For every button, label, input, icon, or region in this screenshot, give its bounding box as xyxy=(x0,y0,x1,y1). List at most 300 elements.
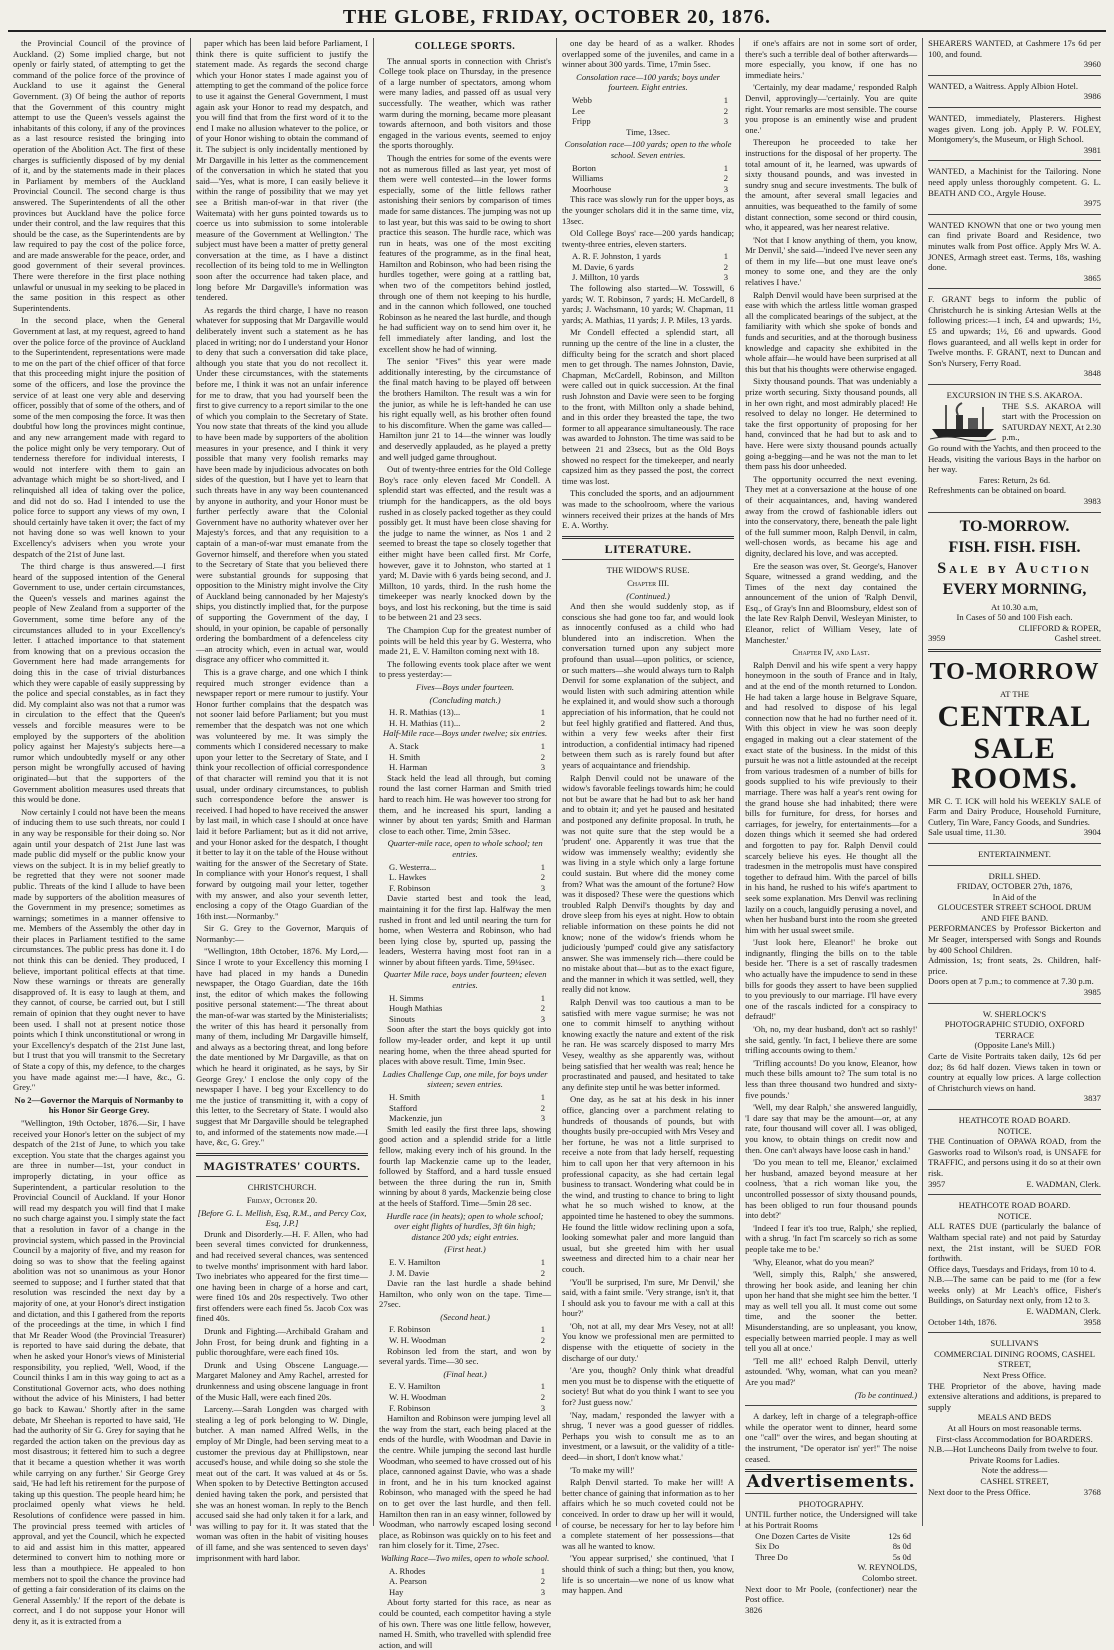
paragraph: The opportunity occurred the next evening. They met at a conversazione at the house of one of their acquaintances, and, having wandered away from the crowd of fashionable idlers out into the conservatory, there, beneath the pale light of the full summer moon, Ralph Denvil, in calm, well-chosen words, as became his age and dignity, declared his love, and was accepted. xyxy=(745,473,918,558)
result-cell: Hay xyxy=(389,1586,404,1597)
paragraph: And then she would suddenly stop, as if conscious she had gone too far, and would look as innocently confused as a child who had blundered into an indiscretion. When the conversation turned upon any subject more profound than usual—upon politics, or science, or such matters—she would always turn to Ralph Denvil for some explanation of the subject, and would listen with such admiring attention while he explained it, and would show such a thorough appreciation of his information, that he could not but feel highly gratified and flattered. And thus, within a very few weeks after their first introduction, a confidential intimacy had ripened between them such as is rarely found but after years of acquaintance and friendship. xyxy=(562,601,735,770)
result-row xyxy=(562,251,734,262)
heat-title: (Second heat.) xyxy=(440,1311,490,1322)
result-row xyxy=(379,752,551,763)
paragraph: 'You'll be surprised, I'm sure, Mr Denvil,' she said, with a faint smile. 'Very strange, isn't it, that I should ask you to favour me with a call at this hour?' xyxy=(562,1276,735,1319)
result-cell: W. H. Woodman xyxy=(389,1335,447,1346)
result-row xyxy=(562,173,734,184)
divider xyxy=(928,1003,1101,1004)
result-row xyxy=(379,1113,551,1124)
ent-shed: DRILL SHED. xyxy=(988,870,1041,881)
result-cell: H. R. Mathias (13)... xyxy=(389,707,461,718)
magistrates-subtitle: CHRISTCHURCH. xyxy=(247,1182,317,1193)
result-row xyxy=(379,1268,551,1279)
road-board-signature: E. WADMAN, Clerk. xyxy=(1026,1178,1101,1189)
dining-hours: At all Hours on most reasonable terms. xyxy=(947,1423,1082,1433)
result-cell: F. Robinson xyxy=(389,1324,431,1335)
ad-shearers: SHEARERS WANTED, at Cashmere 17s 6d per 100, and found. xyxy=(928,38,1101,59)
result-cell: 5s 0d xyxy=(892,1551,912,1562)
result-cell: 1 xyxy=(540,992,546,1003)
dining-nb: N.B.—Hot Luncheons Daily from twelve to four. xyxy=(928,1444,1098,1455)
ent-aid: In Aid of the xyxy=(992,891,1037,902)
ad-ref: 3985 xyxy=(1083,987,1101,998)
ad-ref: 3768 xyxy=(1083,1486,1101,1497)
road-board-body: ALL RATES DUE (particularly the balance of Waltham special rate) and not paid by Saturday next, the 21st instant, will be SUED FOR forthwith. xyxy=(928,1221,1101,1264)
ad-artesian-wells: F. GRANT begs to inform the public of Christchurch he is sinking Artesian Wells at the following prices:—1 inch, £4 and upwards; 1½, £5 and upwards; 1½, £6 and upwards. Good flows guaranteed, and all wells kept in order for Twelve months. F. GRANT, next to Duncan and Son's Nursery, Ferry Road. xyxy=(928,294,1101,368)
literature-title: LITERATURE. xyxy=(604,541,692,556)
paragraph: Though the entries for some of the events were not as numerous filled as last year, yet most of them were well contested—in the lower forms especially, some of the little fellows rather astonishing their seniors by comparison of times made for same distances. The jumping was not up to last year, but this was said to be owing to short practice this season. The hurdle race, which was run in heats, was one of the most exciting features of the programme, as in the final heat, Hamilton and Robinson, who had been rising the hurdles together, were going at a rattling bat, when two of the competitors behind jostled, through one of them not keeping to his hurdle, and in the cannon which followed, one touched Robinson as he neared the last hurdle, and though he had sufficient way on to send him over it, he fell immediately after landing, and lost the excellent show he had of winning. xyxy=(379,152,552,354)
result-row xyxy=(379,762,551,773)
result-cell: 12s 6d xyxy=(888,1530,912,1541)
result-cell: Williams xyxy=(572,173,604,184)
result-row xyxy=(379,872,551,883)
result-row xyxy=(379,1403,551,1414)
court-case: Drunk and Using Obscene Language.—Margaret Maloney and Amy Rachel, arrested for drunkenness and using obscene language in front of the Music Hall, were each fined 20s. xyxy=(196,1359,369,1402)
court-case: Larceny.—Sarah Longden was charged with stealing a leg of pork belonging to W. Dingle, butcher. A man named Alfred Wells, in the employ of Mr Dingle, had been serving meat to a customer the previous day at Phillipstown, near accused's house, and while doing so she stole the meat out of the cart. It was valued at 4s or 5s. When spoken to by Detective Bettington accused denied having taken the pork, and persisted that she was an honest woman. In reply to the Bench accused said she had only taken it for a lark, and was willing to pay for it. It was stated that the woman was often in the habit of visiting houses of ill fame, and she was sentenced to seven days' imprisonment with hard labor. xyxy=(196,1404,369,1563)
result-cell: 2 xyxy=(723,105,729,116)
results xyxy=(379,741,551,773)
paragraph: The third charge is thus answered.—I first heard of the supposed intention of the General Government to use, under certain circumstances, the Queen's vessels and marines against the people of New Zealand from a supporter of the Government, some time before any of the circumstances alluded to in your Excellency's letter. I attached importance to that statement from knowing that on a previous occasion the Government here had made arrangements for doing this in the case of trivial disturbances which they were capable of easily suppressing by the police and special constables, as in fact they did. My complaint also was not that a rumor was in circulation to the effect that the Queen's vessels and forcible measures were to be employed by the supporters of the abolition policy against her Majesty's subjects here—a rumor which undoubtedly myself or any other person might be wrongfully accused of having originated—but that the supporters of the Government abolition measures used threats that this would be done. xyxy=(13,561,186,805)
result-row xyxy=(379,862,551,873)
results xyxy=(562,163,734,195)
result-cell: 3 xyxy=(723,183,729,194)
paragraph: Now certainly I could not have been the means of inducing them to use such threats, nor could I in any way be responsible for their doing so. Nor again until your despatch of 21st June last was made public did myself or the public know your views on the subject. It is in my belief greatly to be regretted that they were not sooner made public. Threats of the kind I allude to have been made by supporters of the abolition measures of the Government in my presence; sometimes as warnings; sometimes in a manner offensive to me. Members of the Assembly the other day in their places in Parliament testified to the same circumstances. The public press has done it. I do not think this can be denied. They produced, I believe, important political effects at that time. Now these warnings or threats are generally disapproved of. It is easy to laugh at them, and they cannot, of course, be carried out, but I still remain of opinion that they ought never to have been used. I shall not at present notice those points which I think unconstitutional or wrong in your Excellency's despatch of the 21st June last, but I trust that you will transmit to the Secretary of State a copy of this, my defence, to the charges you have made against me:—I have, &c., G. Grey." xyxy=(13,806,186,1093)
result-row xyxy=(379,1576,551,1587)
heat-title: (Final heat.) xyxy=(443,1368,487,1379)
fish-seller: CLIFFORD & ROPER, xyxy=(1018,622,1101,633)
magistrates-date: Friday, October 20. xyxy=(246,1194,318,1205)
result-cell: 1 xyxy=(540,1324,546,1335)
paragraph: 'Are you, though? Only think what dreadful men you must be to dispense with the etiquette of society! But what do you think I want to see you for? Just guess now.' xyxy=(562,1365,735,1408)
ad-title: PHOTOGRAPHY. xyxy=(798,1498,864,1509)
paragraph: Ralph Denvil and his wife spent a very happy honeymoon in the south of France and in Italy, and at the end of the month returned to London. He had taken a large house in Belgrave Square, and had resolved to dispose of his legal connection now that he had no further need of it. With this object in view he was soon deeply engaged in making out a clear statement of the exact state of the business. In the midst of this pursuit he was not a little astounded at the receipt from various tradesmen of a number of bills for goods supplied to his wife previously to their marriage. There was half a year's rent owing for the grand house she had inhabited; there were bills for furniture, for dress, for horses and carriages, for jewelry, for entertainments—for a dozen things which it seemed she had ordered and forgotten to pay for. Ralph Denvil could scarcely believe his eyes. He thought all the tradesmen in the metropolis must have conspired together to defraud him. With the parcel of bills in his hand, he rushed to his wife's apartment to seek some explanation. Mrs Denvil was reclining lazily on a couch, languidly perusing a novel, and when her husband burst into the room she greeted him with her usual sweet smile. xyxy=(745,659,918,935)
paragraph: About forty started for this race, as near as could be counted, each competitor having a style of his own. There was one little fellow, however, named H. Smith, who travelled with splendid free action, and will xyxy=(379,1597,552,1650)
result-cell: 1 xyxy=(540,707,546,718)
paragraph: Mr Condell effected a splendid start, all running up the centre of the line in a cluster, the difficulty being for the scratch and short placed men to get through. The names Johnston, Davie, Chapman, McCardell, Robinson, and Millton were called out in quick succession. At the final rush Johnston and Davie were seen to be forging to the front, with Millton only a shade behind, and in this order they breasted the tape, the two former to all appearance simultaneously. The race was awarded to Johnston. The time was said to be between 21 and 23secs, but as the Old Boys showed no respect for the timekeeper, and nearly capsized him as they passed the post, the correct time was lost. xyxy=(562,327,735,486)
college-sports-title: COLLEGE SPORTS. xyxy=(414,41,516,52)
result-cell: G. Westerra... xyxy=(389,861,437,872)
result-row xyxy=(379,707,551,718)
dining-name: SULLIVAN'S xyxy=(990,1338,1039,1349)
csr-central: CENTRAL xyxy=(937,699,1092,733)
ad-ref: 3848 xyxy=(1083,368,1101,379)
ad-ref: 3960 xyxy=(1083,59,1101,70)
photography-ad xyxy=(745,1499,917,1616)
race-title: Fives—Boys under fourteen. xyxy=(415,682,515,693)
divider xyxy=(562,536,734,539)
excursion-ad xyxy=(928,401,1101,443)
paragraph: One day, as he sat at his desk in his inner office, glancing over a parchment relating to hundreds of thousands of pounds, but with thoughts busily pre-occupied with Mrs Vesey and her fortune, he was not a little surprised to receive a note from that lady herself, requesting him to call upon her that very afternoon in his professional capacity, as she had certain legal business to transact. Wondering what could be in the wind, and trusting to chance to bring to light what he so much wished to know, at the appointed time he hastened to obey the summons. He found the little widow reclining upon a sofa, looking somewhat paler and more languid than usual, but she greeted him with her usual sweetness and directed him to a chair near her couch. xyxy=(562,1094,735,1274)
dining-location: Next door to the Press Office. xyxy=(928,1486,1031,1497)
paragraph: The following events took place after we went to press yesterday:— xyxy=(379,658,552,680)
result-cell: F. Robinson xyxy=(389,882,431,893)
paragraph: 'Do you mean to tell me, Eleanor,' exclaimed her husband, amazed beyond measure at her coolness, 'that a rich woman like you, the uncontrolled possessor of sixty thousand pounds, has been obliged to run four thousand pounds into debt?' xyxy=(745,1157,918,1221)
paragraph: one day be heard of as a walker. Rhodes overlapped some of the juveniles, and came in a winner about 300 yards. Time, 17min 5sec. xyxy=(562,38,735,70)
column-5 xyxy=(740,38,923,1615)
race-title: Half-Mile race—Boys under twelve; six entries. xyxy=(382,728,548,739)
result-cell: 2 xyxy=(540,872,546,883)
paragraph: Out of twenty-three entries for the Old College Boy's race only eleven faced Mr Condell. A splendid start was effected, and the result was a triumph for the handicappers, as the old boys rushed in as closely packed together as they could possibly get. It must have been close shaving for the judge to name the winner, as Nos 1 and 2 seemed to breast the tape so closely together that either might have been called first. Mr Corfe, however, gave it to Johnston, who started at 1 yard; M. Davie with 6 yards being second, and J. Millton, 10 yards, third. In the rush home the timekeeper was nearly knocked down by the boys, and lost his reckoning, but the time is said to be between 21 and 23 secs. xyxy=(379,464,552,623)
dining-accommodation: First-class Accommodation for BOARDERS. xyxy=(936,1433,1093,1444)
road-board-office: Office days, Tuesdays and Fridays, from 10 to 4. xyxy=(928,1263,1096,1274)
result-cell: L. Hawkes xyxy=(389,872,427,883)
paragraph: 'Well, my dear Ralph,' she answered languidly, 'I dare say that may be the amount—or, at any rate, four thousand will cover all. I was obliged, you know, to obtain things on credit now and then. One can't always have loose cash in hand.' xyxy=(745,1102,918,1155)
heat-title: (First heat.) xyxy=(444,1244,486,1255)
result-row xyxy=(379,1257,551,1268)
excursion-body-2: Go round with the Yachts, and then proceed to the Heads, visiting the various Bays in the harbor on her way. xyxy=(928,443,1101,475)
result-row xyxy=(562,184,734,195)
paragraph: Ralph Denvil was too cautious a man to be satisfied with mere vague surmise; he was not one to commit himself to anything without knowing exactly the nature and extent of the risk he ran. He was scarcely disposed to marry Mrs Vesey, wealthy as she apparently was, without being satisfied that her wealth was real; hence he procrastinated and paused, and hesitated to take any definite step until he was better informed. xyxy=(562,997,735,1092)
ent-school: GLOUCESTER STREET SCHOOL DRUM AND FIFE BAND. xyxy=(937,902,1092,923)
csr-time: Sale usual time, 11.30. xyxy=(928,827,1007,838)
court-case: Drunk and Disorderly.—H. F. Allen, who had been several times convicted for drunkenness, and had received several chances, was sentenced to twelve months' imprisonment with hard labor. Two inebriates who appeared for the first time—one having been in charge of a horse and cart, were fined 10s and 20s respectively. Two other first offenders were each fined 5s. Jacob Cox was fined 40s. xyxy=(196,1228,369,1324)
result-cell: Stafford xyxy=(389,1102,418,1113)
result-cell: 2 xyxy=(540,1392,546,1403)
race-title: Consolation race—100 yards; boys under fourteen. Eight entries. xyxy=(576,71,720,93)
result-cell: 1 xyxy=(723,251,729,262)
result-cell: 2 xyxy=(540,1003,546,1014)
steamship-icon xyxy=(928,401,998,441)
paragraph: Smith led easily the first three laps, showing good action and a splendid stride for a little fellow, making every inch of his ground. In the fourth lap Mackenzie came up to the leader, followed by Stafford, and a hard tussle ensued between the three during the run in, Smith winning by about 8 yards, Mackenzie being close at the heels of Stafford. Time—5min 28 sec. xyxy=(379,1123,552,1208)
result-cell: Hough Mathias xyxy=(389,1003,443,1014)
race-title: Consolation race—100 yards; open to the whole school. Seven entries. xyxy=(564,139,732,160)
excursion-body: THE S.S. AKAROA will start with the Procession on SATURDAY NEXT, At 2.30 p.m., xyxy=(1002,400,1101,443)
road-board-footer xyxy=(928,1317,1101,1328)
result-cell: 1 xyxy=(723,94,729,105)
paragraph: In the second place, when the General Government at last, at my request, agreed to hand over the police force of the province of Auckland to the Superintendent, representations were made to me on the part of the chief officer of that force that this proceeding might injure the position of some of the officers, and lose the province the service of at least one very able and deserving officer, possibly that of some of the others, and of some of the men composing the force. It was then doubtful how long the provinces might continue, and any new arrangement made with regard to the police might only be very temporary. Out of tenderness therefore for individual interests, I would not interfere with them to gain an advantage which might be so short-lived, and I relinquished all idea of taking over the police, and did not do so. Had I intended to use the police force to support any views of my own, I should certainly have taken it over; the fact of my not having done so was well known to your Excellency's advisers when you wrote your despatch of the 21st of June last. xyxy=(13,315,186,559)
result-cell: 1 xyxy=(540,1381,546,1392)
result-cell: 2 xyxy=(723,261,729,272)
csr-rooms: SALE ROOMS. xyxy=(951,731,1078,795)
race-title: Quarter Mile race, boys under fourteen; eleven entries. xyxy=(383,969,547,991)
result-cell: H. H. Mathias (11)... xyxy=(389,717,461,728)
ad-location: Next door to Mr Poole, (confectioner) near the Post office. xyxy=(745,1583,918,1605)
results xyxy=(379,993,551,1025)
paragraph: 'Indeed I fear it's too true, Ralph,' she replied, with a shrug. 'In fact I'm scarcely so rich as some people take me to be.' xyxy=(745,1222,918,1254)
divider xyxy=(745,1405,917,1406)
result-cell: A. Rhodes xyxy=(389,1565,426,1576)
road-board-nb: N.B.—The same can be paid to me (for a few weeks only) at Mr Leach's office, Fisher's Buildings, on Saturday next only, from 12 to 3. xyxy=(928,1274,1101,1306)
result-row xyxy=(745,1552,917,1563)
ad-waitress: WANTED, a Waitress. Apply Albion Hotel. xyxy=(928,80,1079,91)
road-board-signature: E. WADMAN, Clerk. xyxy=(1026,1306,1101,1317)
result-cell: 2 xyxy=(540,1267,546,1278)
paragraph: Davie ran the last hurdle a shade behind Hamilton, who only won on the tape. Time—27sec. xyxy=(379,1278,552,1310)
ad-ref: 3865 xyxy=(1083,272,1101,283)
magistrates-title: MAGISTRATES' COURTS. xyxy=(203,1158,361,1173)
photo-studio-body: Carte de Visite Portraits taken daily, 12s 6d per doz; 8s 6d half dozen. Views taken in town or country at equally low prices. A large collection of Christchurch views on hand. xyxy=(928,1051,1101,1093)
race-title: Walking Race—Two miles, open to whole school. xyxy=(380,1552,550,1563)
ad-ref: 3959 xyxy=(928,633,946,644)
paragraph: 'Nay, madam,' responded the lawyer with a shrug, 'I never was a good guesser of riddles. Perhaps you wish to consult me as to an investment, or a lawsuit, or the validity of a title-deed—in short, I don't know what.' xyxy=(562,1409,735,1462)
result-cell: 2 xyxy=(540,1335,546,1346)
ad-board-residence: WANTED KNOWN that one or two young men can find private Board and Residence, two minutes walk from Post office. Apply Mrs W. A. JONES, Armagh street east. Terms, 18s, washing done. xyxy=(928,219,1101,273)
result-cell: E. V. Hamilton xyxy=(389,1381,441,1392)
result-row xyxy=(745,1541,917,1552)
fish-every: EVERY MORNING, xyxy=(942,580,1087,598)
divider xyxy=(928,288,1101,289)
race-time: Time, 13sec. xyxy=(626,126,670,137)
result-row xyxy=(379,1003,551,1014)
column-1 xyxy=(8,38,191,1626)
result-cell: 3 xyxy=(540,762,546,773)
csr-body: MR C. T. ICK will hold his WEEKLY SALE of Farm and Dairy Produce, Household Furniture, Cutlery, Tin Ware, Fancy Goods, and Sundries. xyxy=(928,795,1101,827)
paragraph: 'Well, simply this, Ralph,' she answered, throwing her book aside, and leaning her chin upon her hand that she might see him the better. 'I may as well tell you all. It must come out some time, and the sooner the better. Misunderstanding, are so unpleasant, you know, especially between married people. I may as well tell you all at once.' xyxy=(745,1269,918,1354)
race-title: Ladies Challenge Cup, one mile, for boys under sixteen; seven entries. xyxy=(382,1068,548,1090)
excursion-title: EXCURSION IN THE S.S. AKAROA. xyxy=(946,390,1083,401)
csr-footer xyxy=(928,827,1101,838)
divider xyxy=(928,1332,1101,1333)
result-cell: 1 xyxy=(540,741,546,751)
chapter-title: Chapter IV, and Last. xyxy=(792,647,870,658)
result-cell: 2 xyxy=(540,717,546,728)
paragraph: Thereupon he proceeded to take her instructions for the disposal of her property. The total amount of it, he learned, was upwards of sixty thousand pounds, and was invested in sundry snug and secure investments. The bulk of the amount, after several small legacies and annuities, was bequeathed to the family of some distant connection, some second or third cousin, who, it appeared, was her nearest relative. xyxy=(745,137,918,233)
result-cell: 3 xyxy=(540,1402,546,1413)
result-cell: H. Smith xyxy=(389,751,421,762)
paragraph: 'Not that I know anything of them, you know, Mr Denvil,' she said—'indeed I've never seen any of them in my life—but one must leave one's money to some one, and they are the only relatives I have.' xyxy=(745,234,918,288)
story-title: THE WIDOW'S RUSE. xyxy=(606,565,690,576)
result-row xyxy=(379,1014,551,1025)
ent-doors: Doors open at 7 p.m.; to commence at 7.30 p.m. xyxy=(928,976,1094,987)
result-row xyxy=(379,1092,551,1103)
result-cell: A. Stack xyxy=(389,741,419,751)
road-board-notice: NOTICE. xyxy=(997,1125,1032,1136)
result-row xyxy=(562,106,734,117)
paragraph: The Champion Cup for the greatest number of points will be held this year by G. Westerra, who made 21, E. V. Hamilton coming next with 18. xyxy=(379,625,552,657)
chapter-title: Chapter III. xyxy=(627,577,670,588)
result-row xyxy=(562,116,734,127)
result-cell: 1 xyxy=(540,1256,546,1267)
paragraph: Stack held the lead all through, but coming round the last corner Harman and Smith tried hard to reach him. He was however too strong for them, and he increased his spurt, landing a winner by about ten yards; Smith and Harman close to each other. Time, 2min 53sec. xyxy=(379,772,552,836)
column-4 xyxy=(557,38,740,1596)
results xyxy=(379,707,551,728)
ad-machinist: WANTED, a Machinist for the Tailoring. None need apply unless thoroughly competent. G. L. BEATH AND CO., Argyle House. xyxy=(928,166,1101,198)
result-row xyxy=(379,883,551,894)
result-row xyxy=(379,1587,551,1598)
dining-note: Note the address— xyxy=(981,1465,1048,1476)
paragraph: This is a grave charge, and one which I think required much stronger evidence than a newspaper report or mere rumour to justify. Your Honor further complains that the despatch was not sooner laid before Parliament; but you must remember that the despatch was not one which was volunteered by me. It was simply the comments which I considered necessary to make upon your letter to the Secretary of State, and I think your recollection of official correspondence of that character will remind you that it is not usual, under ordinary circumstances, to publish such correspondence before the answer is received. I had hoped to have received the answer by last mail, in which case I should at once have laid it before Parliament; but as it did not arrive, and your Honor asked for the despatch, I thought it better to lay it on the table of the House without waiting for the answer of the Secretary of State. In compliance with your Honor's request, I shall forward by outgoing mail your letter, together with my answer, and also your seventh letter, enclosing a copy of the Otago Guardian of the 16th inst.—Normanby." xyxy=(196,667,369,921)
result-cell: 2 xyxy=(540,751,546,762)
result-cell: J. Millton, 10 yards xyxy=(572,272,640,283)
result-cell: A. Pearson xyxy=(389,1576,427,1587)
result-cell: M. Davie, 6 yards xyxy=(572,261,634,272)
ad-ref: 3904 xyxy=(1083,827,1101,838)
dining-private: Private Rooms for Ladies. xyxy=(969,1454,1060,1465)
road-board-title: HEATHCOTE ROAD BOARD. xyxy=(958,1200,1071,1211)
fish-footer xyxy=(928,633,1101,644)
result-row xyxy=(379,1324,551,1335)
paragraph: Ralph Denvil started. To make her will! A better chance of gaining that information as to her affairs which he so much coveted could not be conceived. In order to draw up her will it would, of course, be necessary for her to lay before him a complete statement of her possessions—that was all he wanted to know. xyxy=(562,1477,735,1551)
photo-studio-title: PHOTOGRAPHIC STUDIO, OXFORD TERRACE xyxy=(944,1019,1085,1040)
result-cell: 2 xyxy=(540,1102,546,1113)
race-title: Quarter-mile race, open to whole school; ten entries. xyxy=(387,838,543,859)
divider xyxy=(928,1109,1101,1110)
result-cell: Borton xyxy=(572,162,596,173)
dining-body: THE Proprietor of the above, having made extensive alterations and additions, is prepared to supply xyxy=(928,1380,1101,1412)
fish-time: At 10.30 a.m, xyxy=(991,601,1039,612)
result-cell: One Dozen Cartes de Visite xyxy=(755,1530,851,1541)
paragraph: if one's affairs are not in some sort of order, there's such a terrible deal of bother afterwards—more especially, you know, if one has no immediate heirs.' xyxy=(745,38,918,80)
divider xyxy=(928,160,1101,161)
ad-ref: 3975 xyxy=(1083,198,1101,209)
result-row xyxy=(379,1381,551,1392)
result-cell: Three Do xyxy=(755,1551,788,1562)
paragraph: "Wellington, 19th October, 1876.—Sir, I have received your Honor's letter on the subject of my despatch of the 21st of June, to which you take exception. You state that the charges against you are three in number—1st, your conduct in improperly dictating, in your office as Superintendent, a particular resolution to the Provincial Council of Auckland. If your Honor will read my despatch you will find that I make no such charge against you. I simply state the fact that a resolution in favor of a change in the provincial system, which passed in the Provincial Council by a majority of five, and my reason for doing so was to show that the feeling against abolition was not so unanimous as your Honor seemed to suppose; and I further stated that that resolution was rescinded the next day by a majority of one, at your Honor's direct instigation and dictation, and this I gathered from the reports of the proceedings at the time, in which I find that Mr Reader Wood (the Provincial Treasurer) is reported to have said during the debate, that when he asked your Honor's views of Ministerial responsibility, you replied, 'Well, Wood, if the Council thinks I am in this way going to act as a Constitutional Governor acts, who does nothing without the advice of his Ministers, I had better go back to Kawau.' Shortly after in the same debate, Mr Sheehan is reported to have said, 'He had the authority of Sir G. Grey for saying that he regarded the action taken on the previous day as most disastrous; it fettered him to such a degree that it became a question whether it was worth while carrying on any further.' Sir George Grey said, 'He had left his retirement for the purpose of taking up this question. The people heard him; he proclaimed openly what views he held. Resolutions of confidence were passed in him. The provincial press teemed with articles of approval, and yet the Council, which he expected to aid and assist him in this matter, appeared determined to convert him to nothing more or less than a mouthpiece. He appealed to hon members not to spoil the chance the province had of getting a fair consideration of its claims on the General Assembly.' If the report of the debate is correct, and I do not suppose your Honor will deny it, as it is extracted from a xyxy=(13,1117,186,1626)
result-cell: A. R. F. Johnston, 1 yards xyxy=(572,251,661,262)
result-row xyxy=(562,262,734,273)
paragraph: 'Oh, no, my dear husband, don't act so rashly!' she said, gently. 'In fact, I believe there are some trifling accounts owing to them.' xyxy=(745,1024,918,1056)
road-board-date: October 14th, 1876. xyxy=(928,1316,997,1327)
result-cell: F. Robinson xyxy=(389,1402,431,1413)
fish-sale: Sale by Auction xyxy=(937,559,1092,577)
paragraph: This concluded the sports, and an adjournment was made to the schoolroom, where the various winners received their prizes at the hands of Mrs E. A. Worthy. xyxy=(562,488,735,531)
csr-tomorrow: TO-MORROW xyxy=(929,658,1100,685)
result-cell: 3 xyxy=(540,882,546,893)
divider xyxy=(928,214,1101,215)
road-board-body: THE Continuation of OPAWA ROAD, from the Gasworks road to Wilson's road, is UNSAFE for TRAFFIC, and persons using it do so at their own risk. xyxy=(928,1136,1101,1178)
fish-tomorrow: TO-MORROW. xyxy=(959,517,1070,535)
results xyxy=(562,251,734,283)
result-cell: E. V. Hamilton xyxy=(389,1256,441,1267)
result-cell: Mackenzie, jun xyxy=(389,1113,443,1124)
paragraph: Hamilton and Robinson were jumping level all the way from the start, each being placed at the ends of the hurdle, with Woodman and Davie in the centre. While jumping the second last hurdle Woodman, who seemed to have crossed out of his place, cannoned against Davie, who was a shade in front, and he in his turn knocked against Robinson, who managed with the speed he had on to get over the last hurdle, and then fell. Hamilton then ran in an easy winner, followed by Woodman, who narrowly escaped losing second place, as Robinson was quickly on to his feet and ran him closely for it. Time, 27sec. xyxy=(379,1413,552,1551)
paragraph: Ralph Denvil could not be unaware of the widow's favorable feelings towards him; he could not but be aware that he had but to ask her hand and to obtain it; and yet he paused and hesitated and postponed any definite proposal. In truth, he was not quite sure that the step would be a 'prudent' one. Apparently it was true that the widow was immensely wealthy; evidently she was living in a style which only a large fortune could sustain. But where did the money come from? What was the amount of the fortune? How was it disposed? These were the questions which troubled Ralph Denvil's thoughts by day and drove sleep from his eyes at night. How to obtain reliable information on these points he did not know; none of the widow's friends whom he judiciously 'pumped' could give any satisfactory answer. She was immensely rich—there could be no mistake about that—but as to the exact figure, and the manner in which it was settled, well, they really did not know. xyxy=(562,772,735,995)
paragraph: 'Tell me all!' echoed Ralph Denvil, utterly astounded. 'Why, woman, what can you mean? Are you mad?' xyxy=(745,1355,918,1388)
paragraph: Ralph Denvil would have been surprised at the ease with which the artless little woman grasped all the complicated bearings of the subject, at the familiarity with which she spoke of bonds and funds and securities, and at the thorough business knowledge and capacity she exhibited in the whole affair—he would have been surprised at all this but that his thoughts were otherwise engaged. xyxy=(745,289,918,374)
results xyxy=(562,95,734,127)
ent-date: FRIDAY, OCTOBER 27th, 1876, xyxy=(956,881,1073,892)
paragraph: paper which has been laid before Parliament, I think there is quite sufficient to justify the statement made. As regards the second charge which your Honor states I made against you of attempting to get the command of the police force to use it against the General Government, I must again ask your Honor to read my despatch, and you will find that from the first word of it to the end I make no allusion whatever to the police, or of your Honor wishing to obtain the command of it. The subject is only incidentally mentioned by Mr Dargaville in his letter as the commencement of the conversation in which he stated that you said—'Yes, what is more, I can easily believe it within the range of possibility that we may yet see a British man-of-war in that river (the Waitemata) with her guns pointed towards us to coerce us into submission to some intolerable measure of the Government at Wellington.' The subject must have been a matter of pretty general conversation at the time, as I have a distinct recollection of its being told to me in Wellington soon after the occurrence had taken place, and long before Mr Dargaville's information was tendered. xyxy=(196,38,369,303)
result-cell: 3 xyxy=(723,272,729,283)
divider xyxy=(928,75,1101,76)
columns xyxy=(8,38,1106,1650)
result-cell: Fripp xyxy=(572,116,591,127)
result-cell: W. H. Woodman xyxy=(389,1392,447,1403)
divider xyxy=(928,1194,1101,1195)
paragraph: Old College Boys' race—200 yards handicap; twenty-three entries, eleven starters. xyxy=(562,228,735,249)
result-cell: 3 xyxy=(723,116,729,127)
result-cell: Lee xyxy=(572,105,585,116)
divider xyxy=(562,559,734,560)
divider xyxy=(928,843,1101,844)
divider xyxy=(928,107,1101,108)
result-cell: 3 xyxy=(540,1586,546,1597)
result-cell: 1 xyxy=(723,162,729,173)
divider xyxy=(928,512,1101,513)
column-2 xyxy=(191,38,374,1563)
result-cell: Sinouts xyxy=(389,1013,415,1024)
column-3 xyxy=(374,38,557,1650)
result-row xyxy=(379,1392,551,1403)
fish-address: Cashel street. xyxy=(1054,633,1101,644)
divider xyxy=(196,1176,368,1177)
result-cell: 3 xyxy=(540,1113,546,1124)
result-cell: Moorhouse xyxy=(572,183,612,194)
ad-ref: 3837 xyxy=(1083,1093,1101,1104)
results xyxy=(379,1092,551,1124)
results xyxy=(379,1257,551,1278)
paragraph: The annual sports in connection with Christ's College took place on Thursday, in the presence of a large number of spectators, among whom were many ladies, and passed off as usual very successfully. The weather, which was rather warm during the morning, became more pleasant towards afternoon, and both visitors and those engaged in the various events, seemed to enjoy the sports thoroughly. xyxy=(379,55,552,151)
paragraph: 'Trifling accounts! Do you know, Eleanor, how much these bills amount to? The sum total is no less than three thousand two hundred and sixty-five pounds.' xyxy=(745,1057,918,1100)
result-row xyxy=(379,741,551,752)
ad-ref: 3957 xyxy=(928,1178,946,1189)
ad-ref: 3826 xyxy=(745,1604,763,1615)
paragraph: Sixty thousand pounds. That was undeniably a prize worth securing. Sixty thousand pounds, all in her own right, and most admirably placed! He resolved to delay no longer. He determined to take the first opportunity of proposing for her hand, convinced that he had but to ask and to have. Here were sixty thousand pounds actually going a-begging—and he was not the man to let them pass his door unheeded. xyxy=(745,376,918,472)
paragraph: 'Just look here, Eleanor!' he broke out indignantly, flinging the bills on to the table beside her. 'There is a set of rascally tradesmen who actually have the impudence to send in these bills for goods they assert to have been supplied to you previously to our marriage. I'll have every one of the rascals indicted for a conspiracy to defraud!' xyxy=(745,937,918,1022)
results xyxy=(379,1324,551,1345)
paragraph: The senior "Fives" this year were made additionally interesting, by the circumstance of the final match having to be played off between the brothers Hamilton. The result was a win for the junior, as while he is left-handed he can use his right equally well, as his brother often found to his discomfiture. When the game was called—Hamilton junr 21 to 14—the winner was loudly and deservedly applauded, as he played a pretty and well judged game throughout. xyxy=(379,356,552,462)
fish-cases: In Cases of 50 and 100 Fish each. xyxy=(956,612,1073,623)
result-row xyxy=(379,718,551,729)
divider xyxy=(745,1493,917,1494)
to-be-continued: (To be continued.) xyxy=(854,1389,918,1400)
result-row xyxy=(379,1566,551,1577)
ad-ref: 3983 xyxy=(1083,495,1101,506)
race-title: Hurdle race (in heats); open to whole school; over eight flights of hurdles, 3ft 6in high; distance 200 yds; eight entries. xyxy=(386,1210,544,1242)
result-row xyxy=(562,95,734,106)
result-row xyxy=(379,1335,551,1346)
ent-admission: Admission, 1s; front seats, 2s. Children, half-price. xyxy=(928,955,1101,976)
letter-heading: Sir G. Grey to the Governor, Marquis of Normanby:— xyxy=(196,923,369,944)
result-cell: 2 xyxy=(723,173,729,184)
paragraph: Ere the season was over, St. George's, Hanover Square, witnessed a grand wedding, and the Times of the next day contained the announcement of the union of 'Ralph Denvil, Esq., of Gray's Inn and Bloomsbury, eldest son of the late Rev Ralph Denvil, Wesleyan Minister, to Eleanor, relict of William Vesey, late of Manchester.' xyxy=(745,560,918,645)
result-cell: H. Harman xyxy=(389,762,428,773)
paragraph: Soon after the start the boys quickly got into follow my-leader order, and kept it up until nearing home, when the three ahead spurted for places with above result. Time, 1min 9sec. xyxy=(379,1024,552,1067)
result-cell: 1 xyxy=(540,1565,546,1576)
paragraph: The following also started—W. Tosswill, 6 yards; W. T. Robinson, 7 yards; H. McCardell, 8 yards; J. Wachsmann, 10 yards; W. Chapman, 11 yards; A. Mathias, 11 yards; J. P. Miles, 13 yards. xyxy=(562,283,735,325)
paragraph: Davie started best and took the lead, maintaining it for the first lap. Halfway the men rushed in front and led until nearing the turn for home, when Westerra and Robinson, who had been lying close by, spurted up, passing the leaders, Westerra having most foot ran in a winner by about fifteen yards. Time, 59¼sec. xyxy=(379,893,552,967)
result-cell: J. M. Davie xyxy=(389,1267,430,1278)
result-cell: H. Simms xyxy=(389,992,424,1003)
road-board-footer xyxy=(928,1179,1101,1190)
result-cell: Webb xyxy=(572,94,592,105)
results xyxy=(379,862,551,894)
column-6 xyxy=(923,38,1106,1526)
paragraph: A darkey, left in charge of a telegraph-office while the operator went to dinner, heard some one "call" over the wires, and began shouting at the instrument, "De operator isn' yer!" The noise ceased. xyxy=(745,1411,918,1464)
photo-studio-location: (Opposite Lane's Mill.) xyxy=(974,1040,1055,1051)
road-board-title: HEATHCOTE ROAD BOARD. xyxy=(958,1114,1071,1125)
fish-title: FISH. FISH. FISH. xyxy=(948,538,1081,556)
road-board-notice: NOTICE. xyxy=(997,1210,1032,1221)
result-row xyxy=(562,272,734,283)
divider xyxy=(928,865,1101,866)
continued-note: (Continued.) xyxy=(626,590,670,601)
dining-address: CASHEL STREET, xyxy=(980,1475,1049,1486)
advertisements-title: Advertisements. xyxy=(746,1472,916,1493)
paragraph: the Provincial Council of the province of Auckland. (2) Some implied charge, but not openly or fairly stated, of attempting to get the command of the police force of the province of Auckland to use it against the General Government. (3) Of being the author of reports that the Government of this country might attempt to use the Queen's vessels against the inhabitants of this colony, if any of the provinces as a last resource resisted the bringing into operation of the Abolition Act. The first of these charges is sufficiently disposed of by my denial of it, and by the statements made in their places in Parliament by members of the Auckland Provincial Council. The second charge is thus answered. The Superintendents of all the other provinces but Auckland have the police force under their control, and the law requires that this should be the case, as the Superintendents are by law required to pay the cost of the police force, and are made answerable for the peace, order, and good government of their several provinces. There were therefore in the first place nothing unlawful or unusual in my seeking to be placed in the same position in this respect as other Superintendents. xyxy=(13,38,186,313)
result-cell: 2 xyxy=(540,1576,546,1587)
dining-title: COMMERCIAL DINING ROOMS, CASHEL STREET, xyxy=(933,1348,1096,1370)
ad-ref: 3958 xyxy=(1083,1316,1101,1327)
ad-address: Colombo street. xyxy=(862,1572,918,1583)
result-row xyxy=(379,1103,551,1114)
ad-ref: 3981 xyxy=(1083,144,1101,155)
result-cell: 1 xyxy=(540,861,546,872)
result-cell: Six Do xyxy=(755,1541,780,1552)
excursion-fares: Fares: Return, 2s 6d. xyxy=(978,474,1051,485)
result-row xyxy=(562,163,734,174)
divider xyxy=(196,1153,368,1156)
photo-studio-name: W. SHERLOCK'S xyxy=(982,1008,1047,1019)
paragraph: As regards the third charge, I have no reason whatever for supposing that Mr Dargaville would deliberately invent such a statement as he has placed in writing; nor do I understand your Honor to deny that such a conversation did take place, although you state that you do not recollect it. Under these circumstances, with the statements before me, I think it was not an unfair inference for me to draw, that you had yourself been the first to give currency to a report similar to the one of which you complain to the Secretary of State. You now state that threats of the kind you allude to have been made by supporters of the abolition measures in your presence, and I think it very possible that many very foolish remarks may have been made by injudicious advocates on both sides of the question, but I have yet to learn that such threats have in any way been countenanced by anyone in authority, and your Honor must be further perfectly aware that the Colonial Government have no authority whatever over her Majesty's forces, and that any requisition to a captain of a man-of-war must emanate from the Governor himself, and therefore when you stated to the Secretary of State that you believed there were substantial grounds for supposing that opposition to the Ministry might involve the City of Auckland being cannonaded by her Majesty's ships, you distinctly implied that, for the purpose of supporting the Government of the day, I should, in your opinion, be capable of personally ordering the bombardment of a defenceless city—an atrocity which, even in actual war, would disgrace any officer who committed it. xyxy=(196,304,369,665)
divider xyxy=(928,384,1101,385)
paragraph: This race was slowly run for the upper boys, as the younger scholars did it in the same time, viz, 13sec. xyxy=(562,194,735,226)
ad-body: UNTIL further notice, the Undersigned will take at his Portrait Rooms xyxy=(745,1509,918,1530)
price-list xyxy=(745,1531,917,1563)
csr-at: AT THE xyxy=(1000,688,1030,699)
result-row xyxy=(379,993,551,1004)
ent-title: ENTERTAINMENT. xyxy=(978,848,1051,859)
